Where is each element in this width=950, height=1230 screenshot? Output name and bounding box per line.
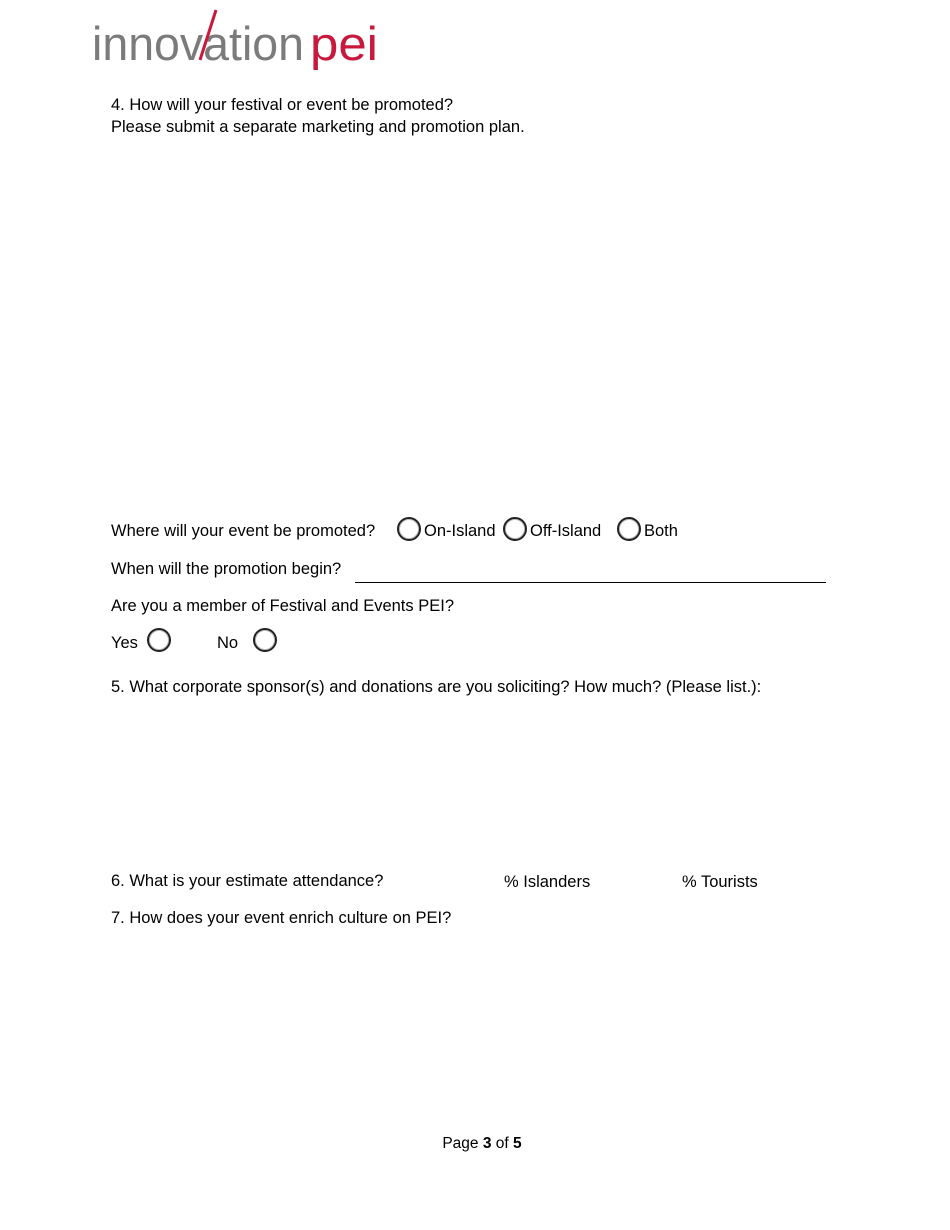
both-label: Both	[644, 522, 678, 540]
footer-total-pages: 5	[513, 1135, 522, 1152]
membership-yes-radio[interactable]	[147, 628, 171, 652]
q7-question: 7. How does your event enrich culture on PEI?	[111, 909, 452, 927]
q6-question: 6. What is your estimate attendance?	[111, 872, 384, 890]
islanders-percent-label: % Islanders	[504, 873, 591, 891]
promotion-location-label: Where will your event be promoted?	[111, 522, 376, 540]
promotion-begin-label: When will the promotion begin?	[111, 560, 342, 578]
tourists-percent-label: % Tourists	[682, 873, 758, 891]
promotion-begin-underline	[355, 582, 826, 583]
page-footer	[0, 1134, 950, 1154]
q4-instruction: Please submit a separate marketing and promotion plan.	[111, 118, 525, 136]
footer-current-page: 3	[482, 1135, 492, 1152]
svg-text:pei: pei	[310, 17, 378, 70]
membership-question: Are you a member of Festival and Events PEI?	[111, 597, 454, 615]
off-island-radio[interactable]	[503, 517, 527, 541]
q4-question: 4. How will your festival or event be promoted?	[111, 96, 454, 114]
svg-text:innovation: innovation	[92, 17, 304, 70]
membership-no-radio[interactable]	[253, 628, 277, 652]
both-radio[interactable]	[617, 517, 641, 541]
on-island-label: On-Island	[424, 522, 496, 540]
membership-no-label: No	[217, 634, 239, 652]
off-island-label: Off-Island	[530, 522, 602, 540]
membership-yes-label: Yes	[111, 634, 138, 652]
footer-of-word: of	[495, 1135, 509, 1152]
innovationpei-logo	[92, 2, 382, 76]
on-island-radio[interactable]	[397, 517, 421, 541]
footer-page-word: Page	[442, 1135, 479, 1152]
q5-question: 5. What corporate sponsor(s) and donations are you soliciting? How much? (Please list.):	[111, 678, 762, 696]
promotion-begin-field[interactable]	[360, 559, 820, 581]
